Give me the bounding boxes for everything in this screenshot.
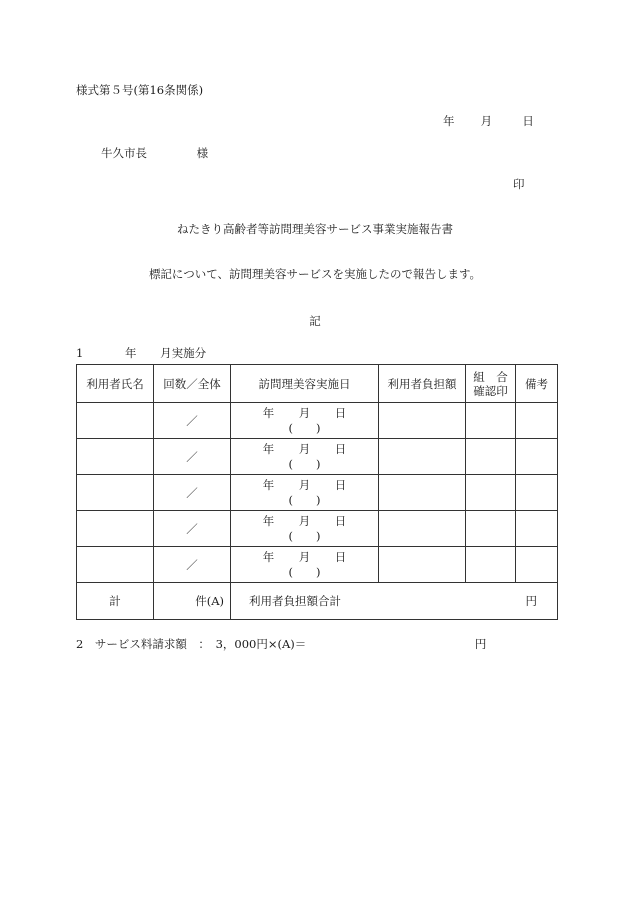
row-year: 年 bbox=[262, 477, 275, 492]
row-weekday: ( ) bbox=[288, 420, 321, 435]
section2-yen: 円 bbox=[474, 637, 487, 651]
row-year: 年 bbox=[262, 405, 275, 420]
header-kumiai bbox=[466, 365, 516, 403]
row-day: 日 bbox=[334, 477, 347, 492]
row-day: 日 bbox=[334, 441, 347, 456]
total-fee-yen: 円 bbox=[525, 594, 537, 608]
kumiai-cell[interactable] bbox=[466, 511, 516, 547]
user-name-cell[interactable] bbox=[77, 547, 154, 583]
row-year: 年 bbox=[262, 549, 275, 564]
row-year: 年 bbox=[262, 513, 275, 528]
addressee-name: 牛久市長 bbox=[101, 146, 147, 160]
row-weekday: ( ) bbox=[288, 528, 321, 543]
user-fee-cell[interactable] bbox=[379, 547, 466, 583]
date-month: 月 bbox=[480, 114, 493, 128]
visit-date-cell bbox=[231, 439, 379, 475]
total-fee-label: 利用者負担額合計 bbox=[249, 594, 341, 608]
section1-year: 年 bbox=[124, 346, 137, 360]
remarks-cell[interactable] bbox=[516, 547, 558, 583]
count-slash: ／ bbox=[154, 439, 231, 475]
section2-text: 2 サービス料請求額 ： 3，000円×(A)＝ bbox=[76, 637, 307, 651]
table-row bbox=[77, 547, 558, 583]
count-slash: ／ bbox=[154, 475, 231, 511]
visit-date-cell bbox=[231, 403, 379, 439]
ki-mark: 記 bbox=[309, 314, 321, 328]
remarks-cell[interactable] bbox=[516, 439, 558, 475]
visit-date-cell bbox=[231, 511, 379, 547]
row-day: 日 bbox=[334, 549, 347, 564]
table-row bbox=[77, 403, 558, 439]
row-month: 月 bbox=[298, 441, 311, 456]
user-name-cell[interactable] bbox=[77, 511, 154, 547]
date-day: 日 bbox=[522, 114, 534, 128]
section1-heading bbox=[76, 345, 206, 361]
header-count: 回数／全体 bbox=[154, 365, 231, 403]
header-kumiai-line2: 確認印 bbox=[473, 383, 508, 398]
date-year: 年 bbox=[443, 114, 455, 128]
document-title: ねたきり高齢者等訪問理美容サービス事業実施報告書 bbox=[177, 222, 453, 236]
table-row bbox=[77, 511, 558, 547]
row-month: 月 bbox=[298, 549, 311, 564]
user-fee-cell[interactable] bbox=[379, 475, 466, 511]
addressee-honorific: 様 bbox=[196, 146, 209, 160]
count-slash: ／ bbox=[154, 511, 231, 547]
row-month: 月 bbox=[298, 477, 311, 492]
remarks-cell[interactable] bbox=[516, 511, 558, 547]
user-fee-cell[interactable] bbox=[379, 511, 466, 547]
remarks-cell[interactable] bbox=[516, 475, 558, 511]
date-line bbox=[443, 113, 534, 129]
section1-label: 月実施分 bbox=[160, 346, 207, 360]
visit-date-cell bbox=[231, 547, 379, 583]
total-row bbox=[77, 583, 558, 620]
visit-date-cell bbox=[231, 475, 379, 511]
row-month: 月 bbox=[298, 513, 311, 528]
table-row bbox=[77, 475, 558, 511]
row-month: 月 bbox=[298, 405, 311, 420]
table-row bbox=[77, 439, 558, 475]
form-number: 様式第５号(第16条関係) bbox=[76, 83, 204, 97]
kumiai-cell[interactable] bbox=[466, 439, 516, 475]
header-user-name: 利用者氏名 bbox=[77, 365, 154, 403]
total-fee-cell bbox=[231, 583, 558, 620]
kumiai-cell[interactable] bbox=[466, 547, 516, 583]
header-kumiai-line1: 組 合 bbox=[473, 369, 508, 384]
seal-mark: 印 bbox=[513, 177, 525, 191]
intro-text: 標記について、訪問理美容サービスを実施したので報告します。 bbox=[148, 267, 482, 281]
user-fee-cell[interactable] bbox=[379, 439, 466, 475]
count-slash: ／ bbox=[154, 547, 231, 583]
user-name-cell[interactable] bbox=[77, 403, 154, 439]
kumiai-cell[interactable] bbox=[466, 403, 516, 439]
user-name-cell[interactable] bbox=[77, 475, 154, 511]
section1-number: 1 bbox=[76, 346, 84, 360]
row-year: 年 bbox=[262, 441, 275, 456]
row-weekday: ( ) bbox=[288, 564, 321, 579]
user-fee-cell[interactable] bbox=[379, 403, 466, 439]
addressee bbox=[101, 145, 208, 161]
row-day: 日 bbox=[334, 513, 347, 528]
row-weekday: ( ) bbox=[288, 492, 321, 507]
header-user-fee: 利用者負担額 bbox=[379, 365, 466, 403]
count-slash: ／ bbox=[154, 403, 231, 439]
header-remarks: 備考 bbox=[516, 365, 558, 403]
row-weekday: ( ) bbox=[288, 456, 321, 471]
report-table bbox=[76, 364, 558, 620]
remarks-cell[interactable] bbox=[516, 403, 558, 439]
header-visit-date: 訪問理美容実施日 bbox=[231, 365, 379, 403]
user-name-cell[interactable] bbox=[77, 439, 154, 475]
section2-billing bbox=[76, 636, 486, 652]
kumiai-cell[interactable] bbox=[466, 475, 516, 511]
total-label: 計 bbox=[77, 583, 154, 620]
total-count-label: 件(A) bbox=[154, 583, 231, 620]
row-day: 日 bbox=[334, 405, 347, 420]
